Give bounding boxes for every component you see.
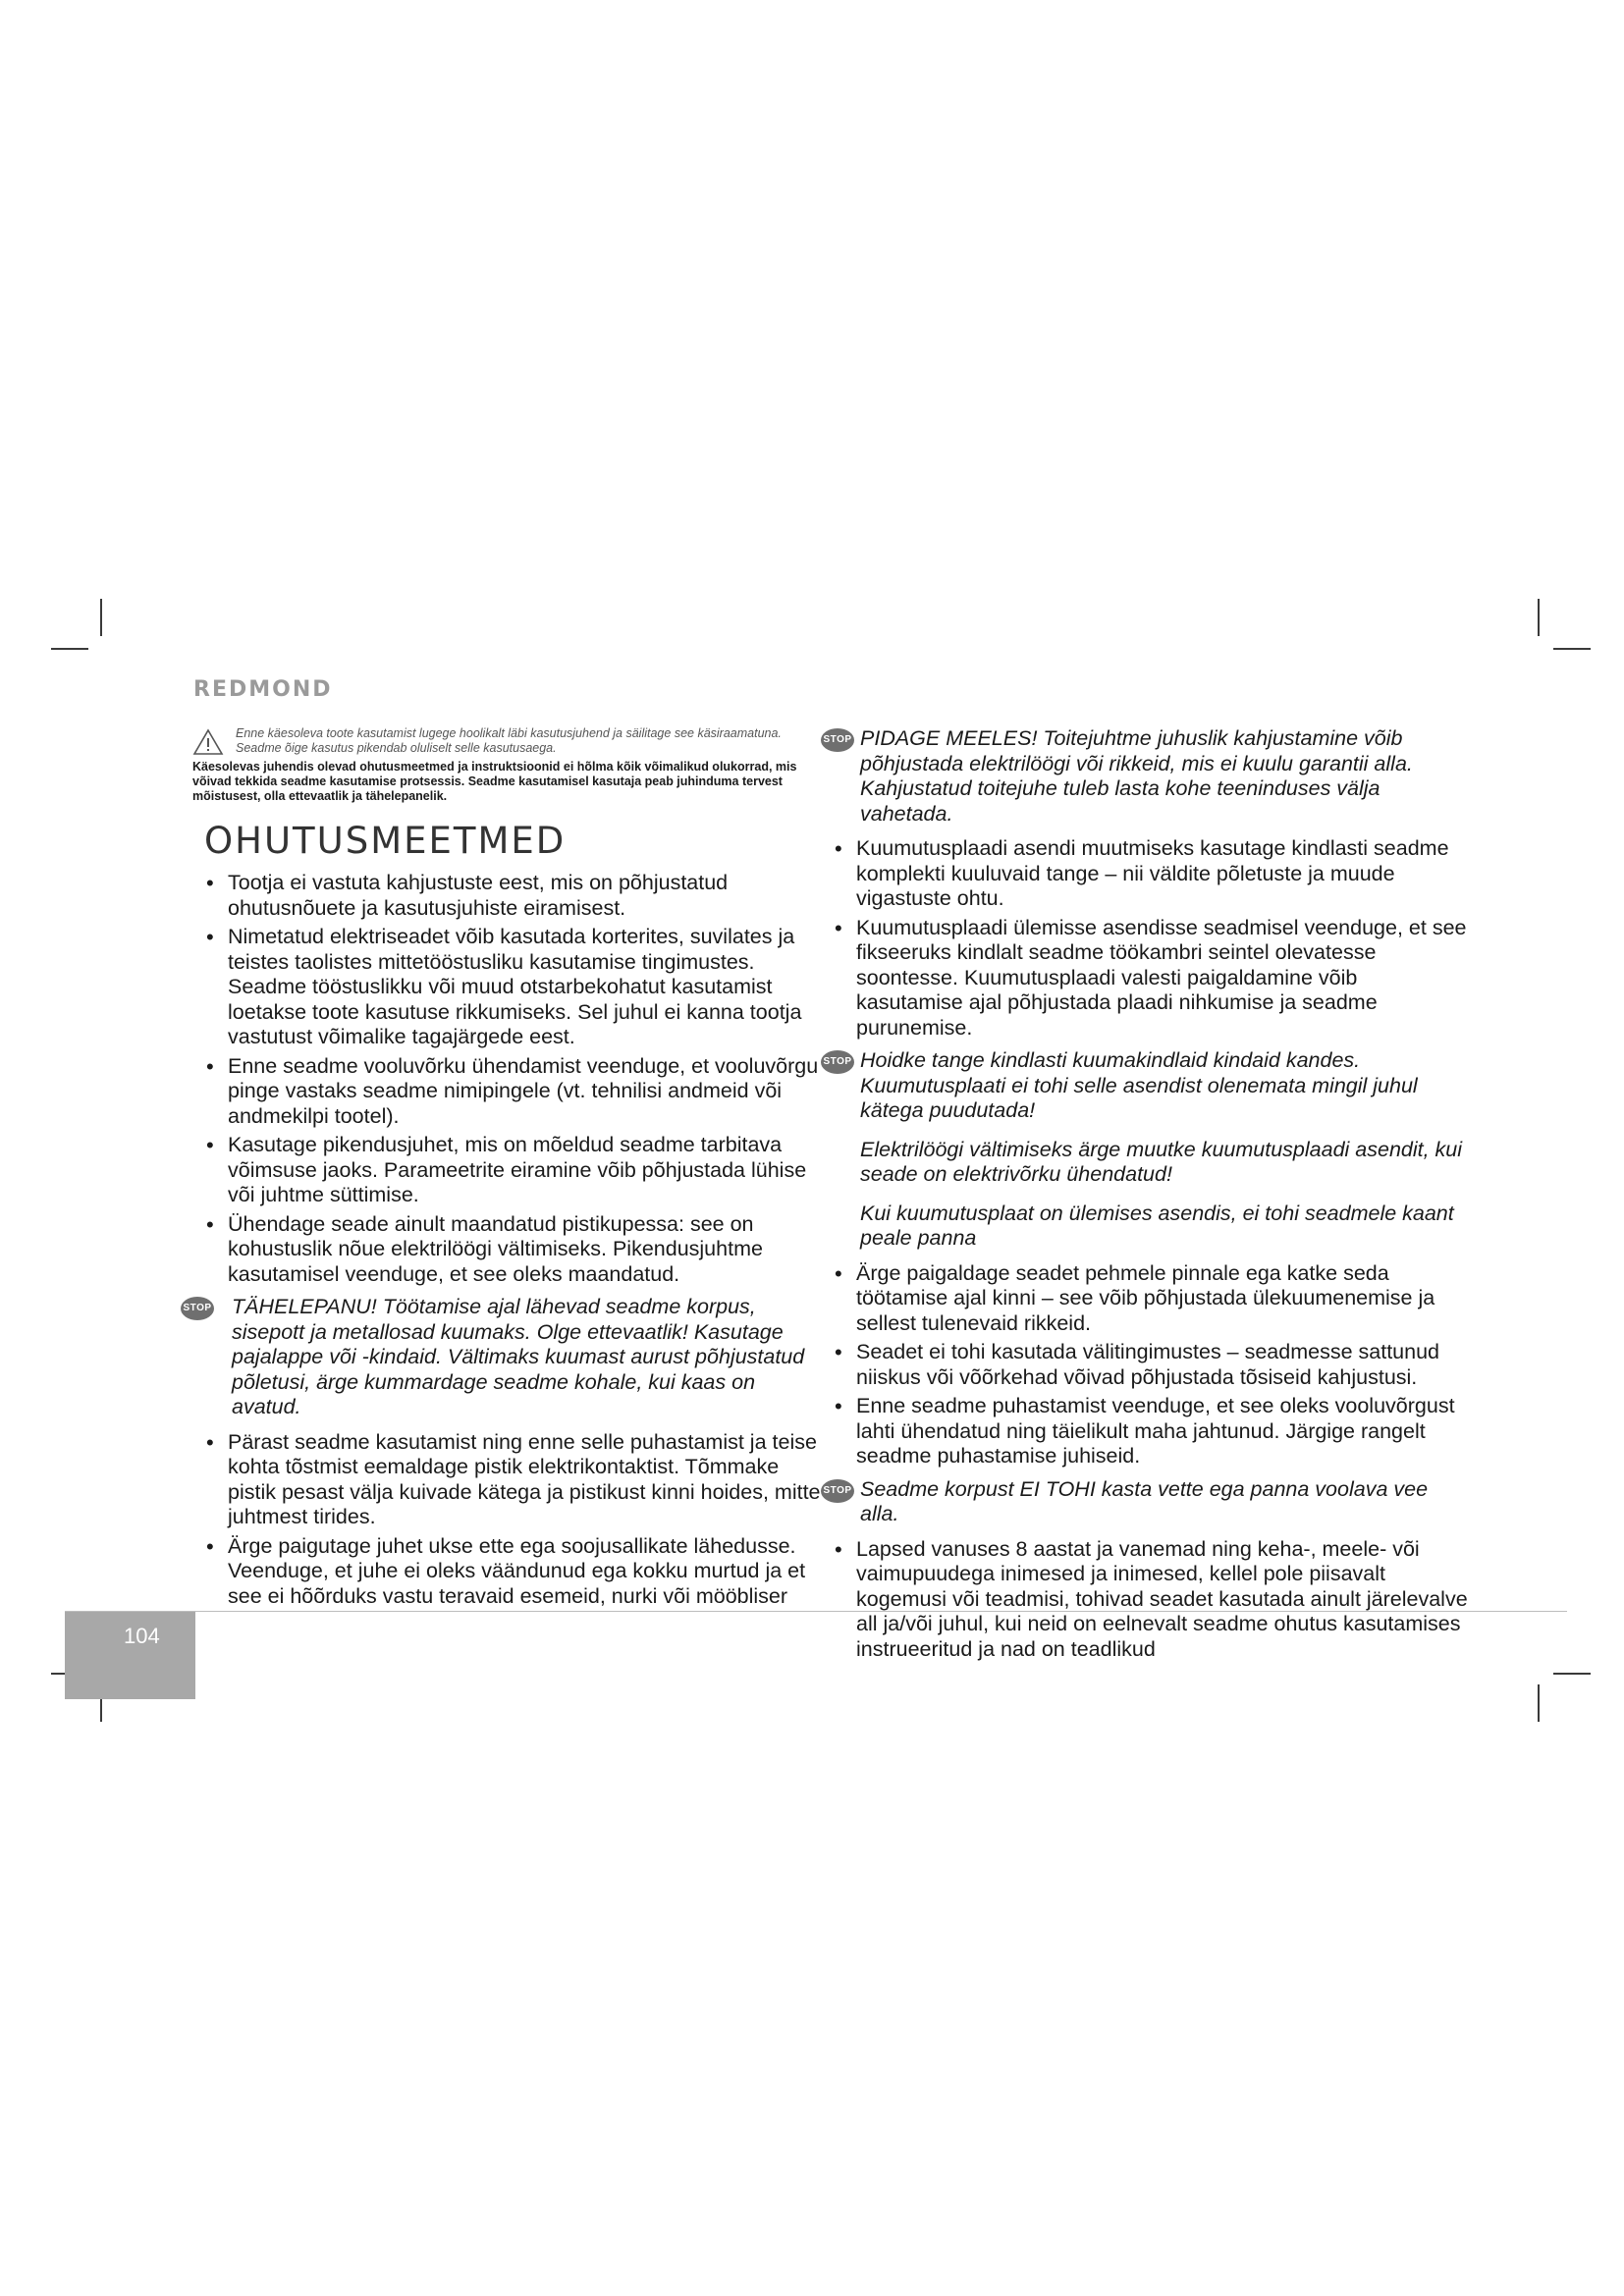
warning-icon xyxy=(192,728,224,756)
brand-logo: REDMOND xyxy=(193,677,333,702)
list-item: • Kasutage pikendusjuhet, mis on mõeldud seadme tarbitava võimsuse jaoks. Parameetrite eiramine võib põhjustada lühise või juhtme süttimise. xyxy=(228,1133,821,1208)
crop-mark xyxy=(51,648,88,650)
list-item: • Pärast seadme kasutamist ning enne selle puhastamist ja teise kohta tõstmist eemaldage pistik elektrikontaktist. Tõmmake pistik pesast välja kuivade kätega ja pistikust kinni hoides, mitte juhtmest tirides. xyxy=(228,1430,821,1530)
stop-icon: STOP xyxy=(821,728,854,752)
stop-icon: STOP xyxy=(821,1050,854,1074)
stop-text: Kui kuumutusplaat on ülemises asendis, ei tohi seadmele kaant peale panna xyxy=(860,1201,1454,1250)
stop-text: TÄHELEPANU! Töötamise ajal lähevad seadme korpus, sisepott ja metallosad kuumaks. Olge ettevaatlik! Kasutage pajalappe või -kindaid. Vältimaks kuumast aurust põhjustatud põletusi, ärge kummardage seadme kohale, kui kaas on avatud. xyxy=(232,1295,805,1418)
crop-mark xyxy=(1538,599,1540,636)
list-item: • Lapsed vanuses 8 aastat ja vanemad ning keha-, meele- või vaimupuudega inimesed ja inimesed, kellel pole piisavalt kogemusi või teadmisi, tohivad seadet kasutada ainult järelevalve all ja/või juhul, kui neid on eelnevalt seadme ohutus kasutamises instrueeritud ja nad on teadlikud xyxy=(856,1537,1469,1663)
notice-bold-text: Käesolevas juhendis olevad ohutusmeetmed ja instruktsioonid ei hõlma kõik võimalikud olukorrad, mis võivad tekkida seadme kasutamise protsessis. Seadme kasutamisel kasutaja peab juhinduma tervest mõistusest, olla ettevaatlik ja tähelepanelik. xyxy=(192,760,797,803)
right-bullets-3 xyxy=(821,1537,1469,1663)
list-item: • Enne seadme vooluvõrku ühendamist veenduge, et vooluvõrgu pinge vastaks seadme nimipingele (vt. tehnilisi andmeid või andmekilpi tootel). xyxy=(228,1054,821,1130)
list-item: • Seadet ei tohi kasutada välitingimustes – seadmesse sattunud niiskus või võõrkehad võivad põhjustada tõsiseid kahjustusi. xyxy=(856,1340,1469,1390)
left-column xyxy=(183,726,821,1613)
stop-text: Seadme korpust EI TOHI kasta vette ega panna voolava vee alla. xyxy=(860,1476,1429,1525)
stop-icon: STOP xyxy=(821,1479,854,1503)
list-item: • Nimetatud elektriseadet võib kasutada korterites, suvilates ja teistes taolistes mittetööstusliku kasutamise tingimustes. Seadme tööstuslikku või muud otstarbekohatut kasutamist loetakse toote kasutuse rikkumiseks. Sel juhul ei kanna tootja vastutust võimalike tagajärgede eest. xyxy=(228,925,821,1050)
list-item: • Ärge paigutage juhet ukse ette ega soojusallikate lähedusse. Veenduge, et juhe ei oleks väändunud ega kokku murtud ja et see ei hõõrduks vastu teravaid esemeid, nurki või mööbliser xyxy=(228,1534,821,1610)
stop-text: Hoidke tange kindlasti kuumakindlaid kindaid kandes. Kuumutusplaati ei tohi selle asendist olenemata mingil juhul kätega puudutada! xyxy=(860,1048,1418,1122)
left-bullets-2 xyxy=(192,1430,821,1610)
stop-warning xyxy=(181,1295,821,1420)
list-item: • Ärge paigaldage seadet pehmele pinnale ega katke seda töötamise ajal kinni – see võib põhjustada ülekuumenemise ja sellest tulenevaid rikkeid. xyxy=(856,1261,1469,1337)
stop-warning xyxy=(821,726,1469,827)
section-title: OHUTUSMEETMED xyxy=(204,820,567,862)
right-column xyxy=(821,726,1469,1666)
notice-italic-text: Enne käesoleva toote kasutamist lugege hoolikalt läbi kasutusjuhend ja säilitage see käsiraamatuna. Seadme õige kasutus pikendab oluliselt selle kasutusaega. xyxy=(236,726,782,755)
list-item: • Enne seadme puhastamist veenduge, et see oleks vooluvõrgust lahti ühendatud ning täielikult maha jahtunud. Järgige rangelt seadme puhastamise juhiseid. xyxy=(856,1394,1469,1469)
page-number-box xyxy=(65,1612,195,1699)
right-bullets-2 xyxy=(821,1261,1469,1469)
crop-mark xyxy=(100,599,102,636)
stop-warning xyxy=(821,1477,1469,1527)
crop-mark xyxy=(1538,1684,1540,1722)
stop-text: Elektrilöögi vältimiseks ärge muutke kuumutusplaadi asendit, kui seade on elektrivõrku ühendatud! xyxy=(860,1137,1463,1186)
crop-mark xyxy=(1553,648,1591,650)
stop-warning xyxy=(821,1048,1469,1252)
crop-mark xyxy=(1553,1673,1591,1675)
list-item: • Ühendage seade ainult maandatud pistikupessa: see on kohustuslik nõue elektrilöögi vältimiseks. Pikendusjuhtme kasutamisel veenduge, et see oleks maandatud. xyxy=(228,1212,821,1288)
right-bullets-1 xyxy=(821,836,1469,1041)
list-item: • Tootja ei vastuta kahjustuste eest, mis on põhjustatud ohutusnõuete ja kasutusjuhiste eiramisest. xyxy=(228,871,821,921)
stop-icon: STOP xyxy=(181,1297,214,1320)
intro-notice xyxy=(192,726,821,804)
stop-text: PIDAGE MEELES! Toitejuhtme juhuslik kahjustamine võib põhjustada elektrilöögi või rikkeid, mis ei kuulu garantii alla. Kahjustatud toitejuhe tuleb lasta kohe teeninduses välja vahetada. xyxy=(860,726,1413,826)
left-bullets-1 xyxy=(192,871,821,1287)
footer-divider xyxy=(65,1611,1567,1612)
list-item: • Kuumutusplaadi ülemisse asendisse seadmisel veenduge, et see fikseeruks kindlalt seadme töökambri seintel olevatesse soontesse. Kuumutusplaadi valesti paigaldamine võib kasutamise ajal põhjustada plaadi nihkumise ja seadme purunemise. xyxy=(856,916,1469,1041)
list-item: • Kuumutusplaadi asendi muutmiseks kasutage kindlasti seadme komplekti kuuluvaid tange – nii väldite põletuste ja muude vigastuste ohtu. xyxy=(856,836,1469,912)
page-number: 104 xyxy=(124,1624,160,1648)
